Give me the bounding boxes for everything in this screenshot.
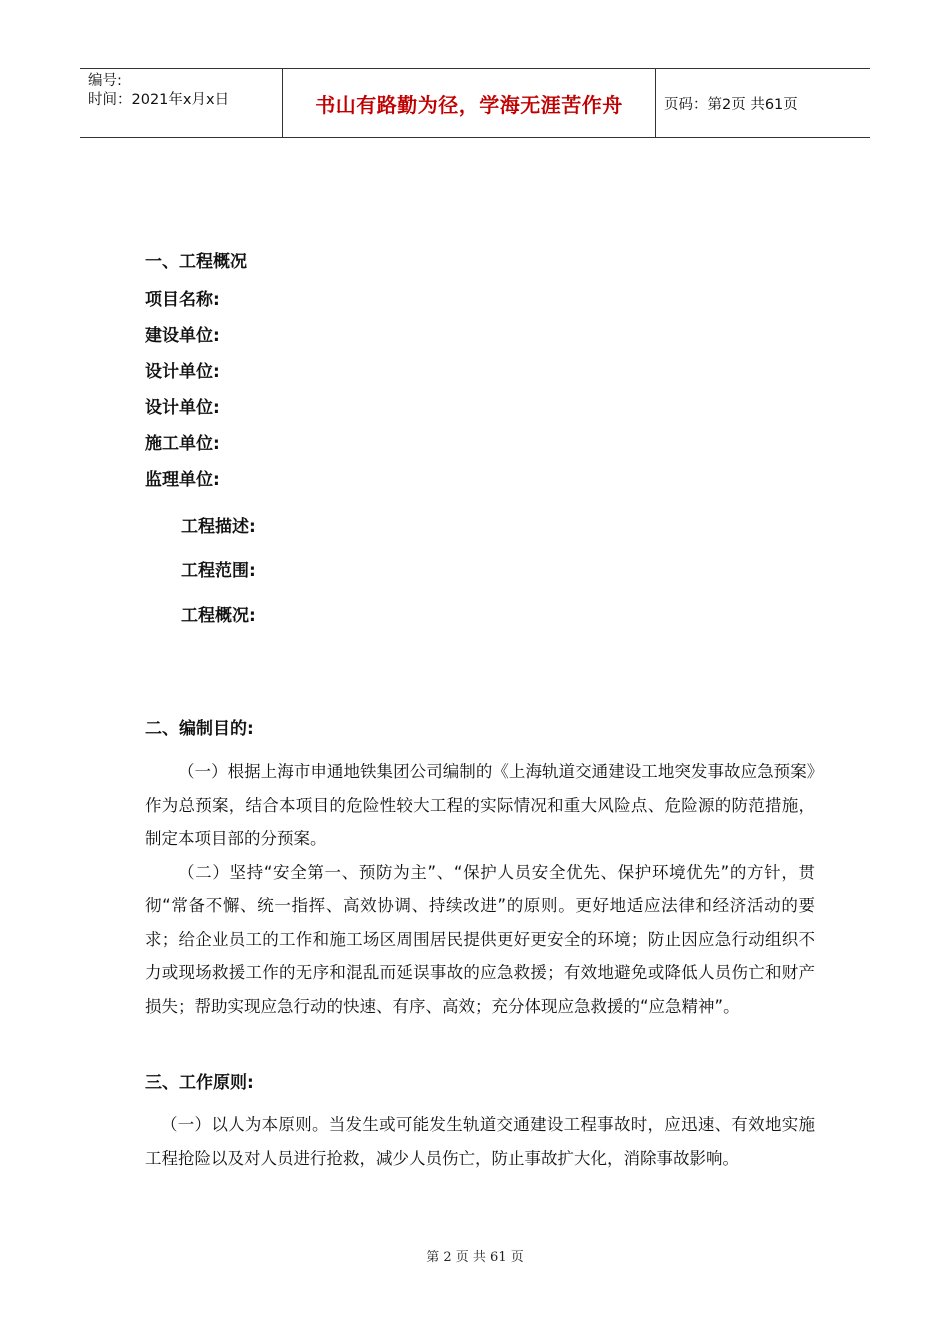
field-project-description: 工程描述: bbox=[181, 517, 256, 537]
document-time-label: 时间：2021年x月x日 bbox=[88, 92, 230, 108]
section2-heading: 二、编制目的: bbox=[145, 719, 254, 739]
field-supervision-unit: 监理单位: bbox=[145, 470, 220, 490]
header-page-number: 页码：第2页 共61页 bbox=[664, 96, 798, 113]
page-header bbox=[80, 68, 870, 138]
header-motto: 书山有路勤为径，学海无涯苦作舟 bbox=[282, 69, 656, 137]
section2-body bbox=[145, 755, 815, 1023]
field-design-unit-2: 设计单位: bbox=[145, 398, 220, 418]
section2-paragraph-2: （二）坚持“安全第一、预防为主”、“保护人员安全优先、保护环境优先”的方针，贯彻“常备不懈、统一指挥、高效协调、持续改进”的原则。更好地适应法律和经济活动的要求；给企业员工的工作和施工场区周围居民提供更好更安全的环境；防止因应急行动组织不力或现场救援工作的无序和混乱而延误事故的应急救援；有效地避免或降低人员伤亡和财产损失；帮助实现应急行动的快速、有序、高效；充分体现应急救援的“应急精神”。 bbox=[145, 862, 815, 1016]
section3-body bbox=[145, 1108, 815, 1175]
field-project-name: 项目名称: bbox=[145, 290, 220, 310]
section3-paragraph-1: （一）以人为本原则。当发生或可能发生轨道交通建设工程事故时，应迅速、有效地实施工程抢险以及对人员进行抢救，减少人员伤亡，防止事故扩大化，消除事故影响。 bbox=[145, 1115, 815, 1168]
section2-paragraph-1: （一）根据上海市申通地铁集团公司编制的《上海轨道交通建设工地突发事故应急预案》作为总预案，结合本项目的危险性较大工程的实际情况和重大风险点、危险源的防范措施，制定本项目部的分预案。 bbox=[145, 762, 815, 848]
field-contractor-unit: 施工单位: bbox=[145, 434, 220, 454]
section1-heading: 一、工程概况 bbox=[145, 252, 247, 272]
document-number-label: 编号: bbox=[88, 73, 122, 89]
field-design-unit: 设计单位: bbox=[145, 362, 220, 382]
header-meta bbox=[80, 69, 282, 137]
field-construction-unit: 建设单位: bbox=[145, 326, 220, 346]
section3-heading: 三、工作原则: bbox=[145, 1073, 254, 1093]
field-project-overview: 工程概况: bbox=[181, 606, 256, 626]
page-footer: 第 2 页 共 61 页 bbox=[426, 1250, 524, 1265]
field-project-scope: 工程范围: bbox=[181, 561, 256, 581]
